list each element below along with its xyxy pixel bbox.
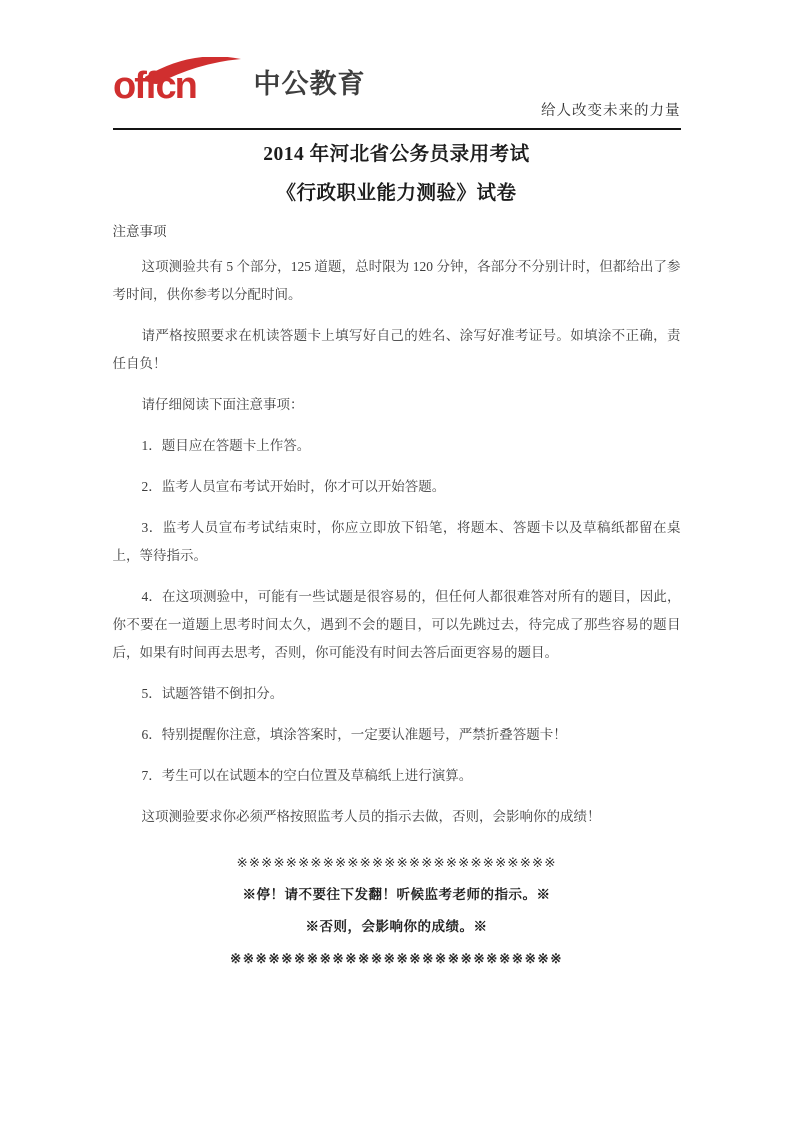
page-header	[113, 57, 681, 120]
header-divider	[113, 128, 681, 130]
logo-en-text: offcn	[112, 65, 196, 101]
notice-item: 1．题目应在答题卡上作答。	[141, 437, 311, 453]
warning-consequence-line: ※否则，会影响你的成绩。※	[305, 918, 488, 934]
exam-title-line-2: 《行政职业能力测验》试卷	[276, 183, 517, 205]
notice-heading: 注意事项	[112, 223, 167, 239]
notice-paragraph: 请仔细阅读下面注意事项：	[141, 396, 304, 412]
notice-paragraph: 请严格按照要求在机读答题卡上填写好自己的姓名、涂写好准考证号。如填涂不正确，责任自负！	[112, 327, 681, 371]
notice-item: 3．监考人员宣布考试结束时，你应立即放下铅笔，将题本、答题卡以及草稿纸都留在桌上，等待指示。	[112, 519, 681, 563]
notice-item: 2．监考人员宣布考试开始时，你才可以开始答题。	[141, 478, 446, 494]
logo-cn-text: 中公教育	[253, 69, 366, 99]
notice-item: 5．试题答错不倒扣分。	[141, 685, 284, 701]
offcn-logo-icon	[113, 57, 245, 101]
warning-block	[113, 847, 681, 975]
brand-tagline: 给人改变未来的力量	[541, 103, 681, 119]
notice-closing: 这项测验要求你必须严格按照监考人员的指示去做，否则，会影响你的成绩！	[141, 808, 601, 824]
warning-stars-top: ※※※※※※※※※※※※※※※※※※※※※※※※※※	[236, 854, 557, 870]
offcn-logo	[113, 57, 681, 101]
warning-stars-bottom: ※※※※※※※※※※※※※※※※※※※※※※※※※※	[229, 950, 564, 966]
page-content	[113, 0, 681, 975]
notice-item: 4．在这项测验中，可能有一些试题是很容易的，但任何人都很难答对所有的题目，因此，你不要在一道题上思考时间太久，遇到不会的题目，可以先跳过去，待完成了那些容易的题目后，如果有时间再去思考，否则，你可能没有时间去答后面更容易的题目。	[112, 588, 681, 660]
notice-paragraph: 这项测验共有 5 个部分，125 道题，总时限为 120 分钟，各部分不分别计时，但都给出了参考时间，供你参考以分配时间。	[112, 258, 681, 302]
warning-stop-line: ※停！请不要往下发翻！听候监考老师的指示。※	[242, 886, 551, 902]
notice-item: 6．特别提醒你注意，填涂答案时，一定要认准题号，严禁折叠答题卡！	[141, 726, 567, 742]
notice-item: 7．考生可以在试题本的空白位置及草稿纸上进行演算。	[141, 767, 473, 783]
exam-title-line-1: 2014 年河北省公务员录用考试	[263, 144, 530, 165]
